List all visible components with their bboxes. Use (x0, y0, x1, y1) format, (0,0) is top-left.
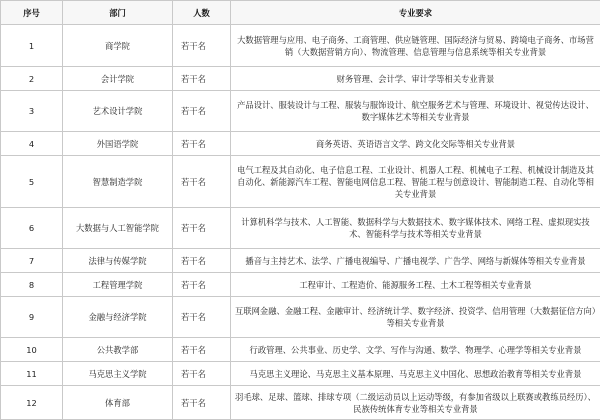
cell-seq: 10 (1, 338, 63, 362)
cell-count: 若干名 (173, 67, 231, 91)
cell-req: 互联网金融、金融工程、金融审计、经济统计学、数字经济、投资学、信用管理（大数据征信方向）等相关专业背景 (231, 297, 600, 338)
table-row (1, 338, 600, 362)
table-row (1, 362, 600, 386)
cell-req: 电气工程及其自动化、电子信息工程、工业设计、机器人工程、机械电子工程、机械设计制造及其自动化、新能源汽车工程、智能电网信息工程、智能工程与创意设计、智能制造工程、自动化等相关专业背景 (231, 156, 600, 208)
cell-seq: 3 (1, 91, 63, 132)
table-row (1, 273, 600, 297)
table-row (1, 91, 600, 132)
cell-req: 工程审计、工程造价、能源服务工程、土木工程等相关专业背景 (231, 273, 600, 297)
cell-seq: 4 (1, 132, 63, 156)
cell-seq: 6 (1, 208, 63, 249)
cell-count: 若干名 (173, 249, 231, 273)
cell-req: 财务管理、会计学、审计学等相关专业背景 (231, 67, 600, 91)
cell-req: 行政管理、公共事业、历史学、文学、写作与沟通、数学、物理学、心理学等相关专业背景 (231, 338, 600, 362)
cell-count: 若干名 (173, 362, 231, 386)
cell-count: 若干名 (173, 132, 231, 156)
cell-dept: 法律与传媒学院 (63, 249, 173, 273)
cell-req: 大数据管理与应用、电子商务、工商管理、供应链管理、国际经济与贸易、跨境电子商务、市场营销（大数据营销方向）、物流管理、信息管理与信息系统等相关专业背景 (231, 25, 600, 67)
cell-dept: 艺术设计学院 (63, 91, 173, 132)
cell-count: 若干名 (173, 91, 231, 132)
cell-dept: 金融与经济学院 (63, 297, 173, 338)
cell-dept: 公共教学部 (63, 338, 173, 362)
header-dept: 部门 (63, 1, 173, 25)
cell-dept: 工程管理学院 (63, 273, 173, 297)
cell-seq: 7 (1, 249, 63, 273)
cell-count: 若干名 (173, 297, 231, 338)
cell-req: 马克思主义理论、马克思主义基本原理、马克思主义中国化、思想政治教育等相关专业背景 (231, 362, 600, 386)
cell-req: 商务英语、英语语言文学、跨文化交际等相关专业背景 (231, 132, 600, 156)
cell-req: 羽毛球、足球、篮球、排球专项（二级运动员以上运动等级，有参加省级以上联赛或教练员经历）、民族传统体育专业等相关专业背景 (231, 386, 600, 420)
cell-seq: 2 (1, 67, 63, 91)
table-row (1, 156, 600, 208)
cell-count: 若干名 (173, 156, 231, 208)
cell-req: 播音与主持艺术、法学、广播电视编导、广播电视学、广告学、网络与新媒体等相关专业背景 (231, 249, 600, 273)
cell-count: 若干名 (173, 25, 231, 67)
table-row (1, 297, 600, 338)
cell-dept: 外国语学院 (63, 132, 173, 156)
cell-dept: 会计学院 (63, 67, 173, 91)
header-req: 专业要求 (231, 1, 600, 25)
cell-dept: 智慧制造学院 (63, 156, 173, 208)
cell-dept: 大数据与人工智能学院 (63, 208, 173, 249)
cell-count: 若干名 (173, 208, 231, 249)
table-row (1, 208, 600, 249)
table-row (1, 249, 600, 273)
cell-req: 产品设计、服装设计与工程、服装与服饰设计、航空服务艺术与管理、环境设计、视觉传达设计、数字媒体艺术等相关专业背景 (231, 91, 600, 132)
cell-seq: 1 (1, 25, 63, 67)
cell-dept: 马克思主义学院 (63, 362, 173, 386)
cell-seq: 8 (1, 273, 63, 297)
cell-seq: 11 (1, 362, 63, 386)
table-row (1, 132, 600, 156)
header-count: 人数 (173, 1, 231, 25)
cell-req: 计算机科学与技术、人工智能、数据科学与大数据技术、数字媒体技术、网络工程、虚拟现实技术、智能科学与技术等相关专业背景 (231, 208, 600, 249)
cell-count: 若干名 (173, 273, 231, 297)
header-seq: 序号 (1, 1, 63, 25)
cell-dept: 体育部 (63, 386, 173, 420)
table-row (1, 67, 600, 91)
table-row (1, 25, 600, 67)
cell-seq: 9 (1, 297, 63, 338)
cell-seq: 12 (1, 386, 63, 420)
cell-count: 若干名 (173, 338, 231, 362)
table-header-row (1, 1, 600, 25)
cell-dept: 商学院 (63, 25, 173, 67)
table-row (1, 386, 600, 420)
cell-count: 若干名 (173, 386, 231, 420)
cell-seq: 5 (1, 156, 63, 208)
